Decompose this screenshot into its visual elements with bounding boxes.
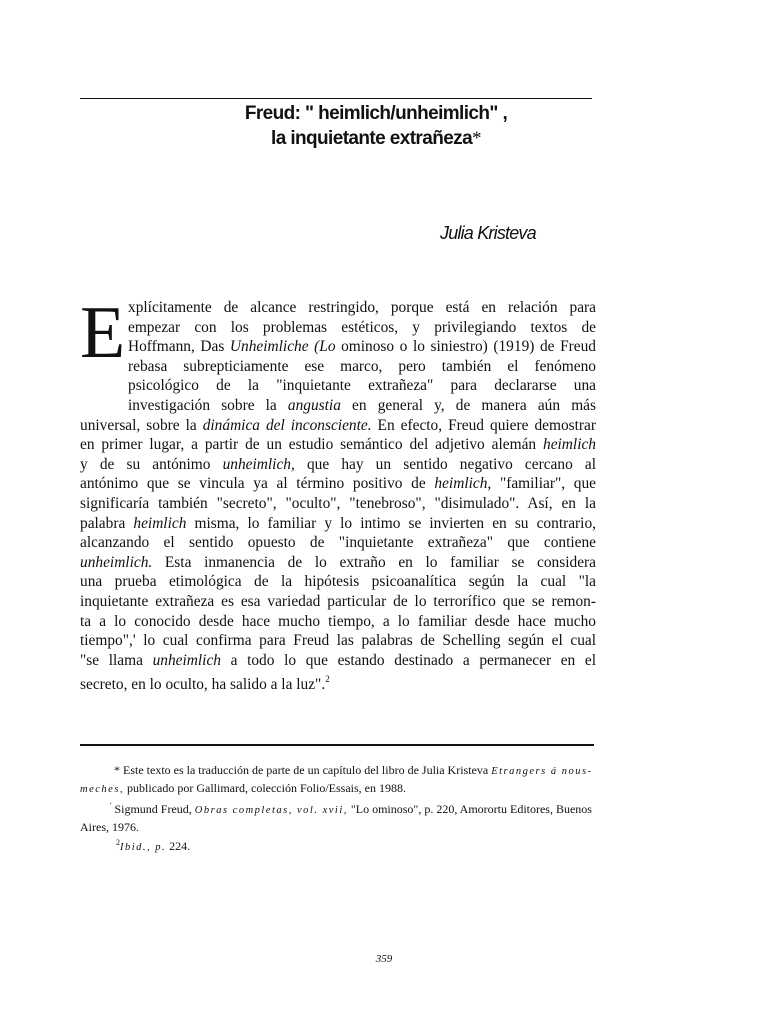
body-line: tiempo",' lo cual confirma para Freud las palabras de Schelling según el cual <box>80 632 596 650</box>
body-text <box>80 292 597 695</box>
page-number: 359 <box>375 953 393 965</box>
article-title <box>80 101 672 151</box>
footnotes <box>80 762 596 856</box>
top-rule <box>80 98 592 99</box>
title-line-1: Freud: " heimlich/unheimlich" , <box>244 103 508 124</box>
body-line: alcanzando el sentido opuesto de "inquietante extrañeza" que contiene <box>80 534 596 552</box>
body-line: palabra heimlich misma, lo familiar y lo intimo se invierten en su contrario, <box>80 514 596 532</box>
footnote-3: $^2$Ibid., p. 224. <box>116 838 191 853</box>
footnote-2: ' Sigmund Freud, Obras completas, vol. xvii, "Lo ominoso", p. 220, Amorortu Editores, Buenos Aires, 1976. <box>80 801 592 834</box>
author-name: Julia Kristeva <box>440 223 536 243</box>
body-line: "se llama unheimlich a todo lo que estando destinado a permanecer en el <box>80 651 597 669</box>
body-line: en primer lugar, a partir de un estudio semántico del adjetivo alemán heimlich <box>80 436 596 454</box>
body-line: empezar con los problemas estéticos, y privilegiando textos de <box>128 318 596 336</box>
body-line: inquietante extrañeza es esa variedad particular de lo terrorífico que se remon- <box>80 592 596 610</box>
body-line: rebasa subrepticiamente ese marco, pero también el fenómeno <box>128 357 596 375</box>
footnote-ref: 2 <box>325 674 330 685</box>
body-line: psicológico de la "inquietante extrañeza" para declararse una <box>128 377 596 395</box>
body-line: y de su antónimo unheimlich, que hay un sentido negativo cercano al <box>80 455 597 473</box>
footnote-rule <box>80 744 594 746</box>
body-line: unheimlich. Esta inmanencia de lo extraño en lo familiar se considera <box>80 553 596 571</box>
footnote-1: * Este texto es la traducción de parte de un capítulo del libro de Julia Kristeva Etrangers á nous-meches, publicado por Gallimard, colección Folio/Essais, en 1988. <box>80 763 593 795</box>
title-asterisk: * <box>472 128 481 149</box>
drop-cap: E <box>80 292 126 374</box>
body-line: una prueba etimológica de la hipótesis psicoanalítica según la cual "la <box>80 573 596 591</box>
title-line-2: la inquietante extrañeza* <box>271 128 481 149</box>
body-line: xplícitamente de alcance restringido, porque está en relación para <box>128 299 596 316</box>
body-line: universal, sobre la dinámica del inconsciente. En efecto, Freud quiere demostrar <box>80 416 596 434</box>
body-line: investigación sobre la angustia en general y, de manera aún más <box>128 396 596 414</box>
body-line: ta a lo conocido desde hace mucho tiempo, a lo familiar desde hace mucho <box>80 612 596 630</box>
body-line: Hoffmann, Das Unheimliche (Lo ominoso o lo siniestro) (1919) de Freud <box>128 338 596 356</box>
body-line: secreto, en lo oculto, ha salido a la luz".$^2$ <box>80 674 330 694</box>
body-line: significaría también "secreto", "oculto", "tenebroso", "disimulado". Así, en la <box>80 494 596 512</box>
body-line: antónimo que se vincula ya al término positivo de heimlich, "familiar", que <box>80 475 596 493</box>
